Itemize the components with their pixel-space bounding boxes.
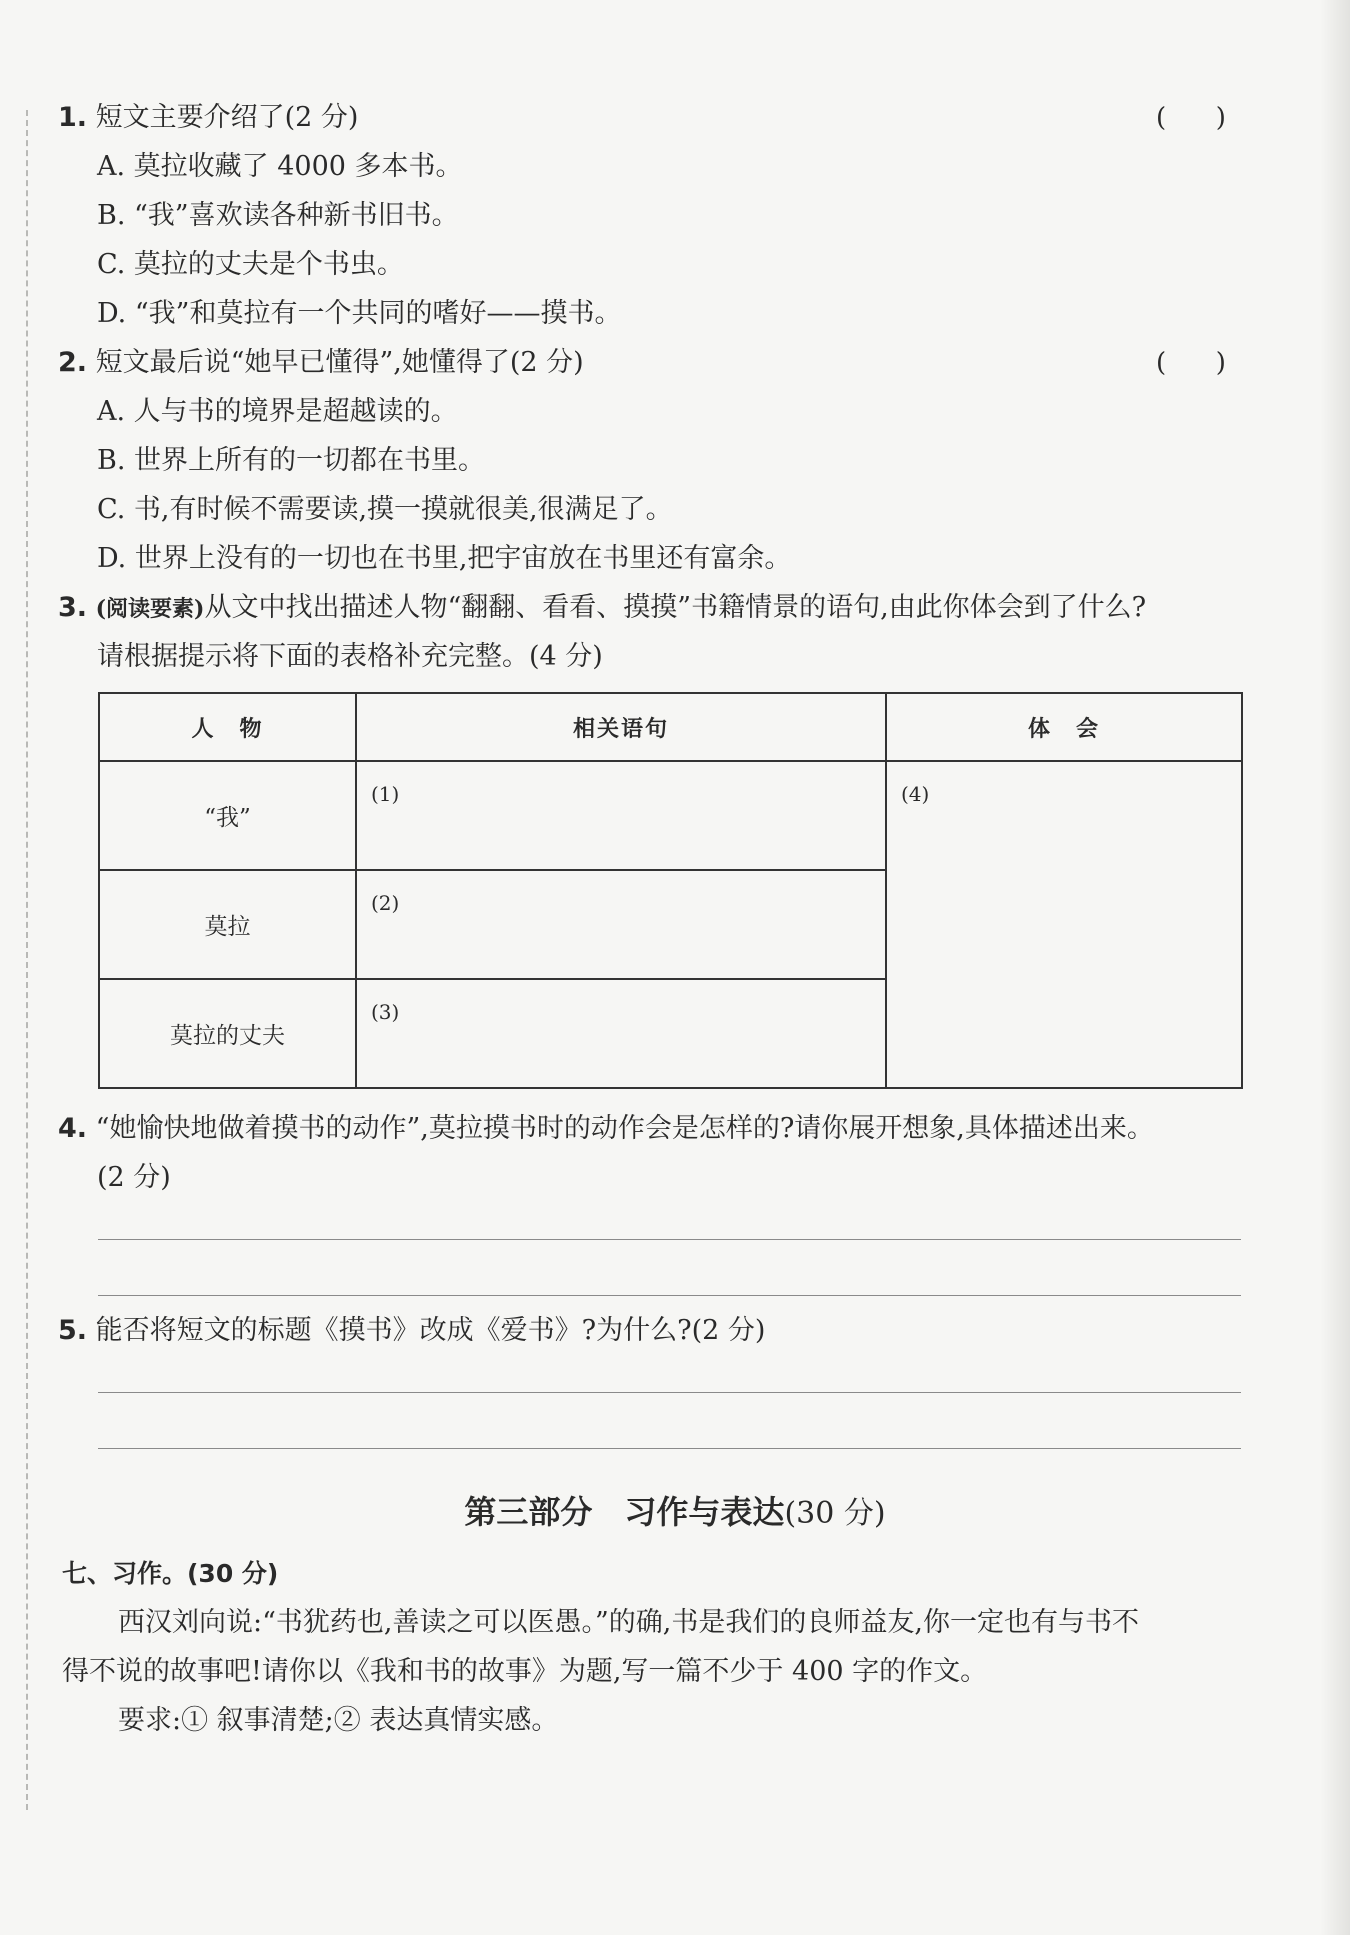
q1-stem — [58, 101, 358, 135]
q2-option-d: D. 世界上没有的一切也在书里,把宇宙放在书里还有富余。 — [97, 543, 792, 574]
section3-title — [0, 1492, 1350, 1534]
page-edge-shadow — [1320, 0, 1350, 1935]
person-cell-mola: 莫拉 — [99, 870, 356, 979]
q4-stem — [58, 1112, 1154, 1146]
q7-heading: 七、习作。(30 分) — [62, 1559, 279, 1588]
q5-answer-line-1[interactable] — [98, 1392, 1241, 1393]
binding-margin-rule — [26, 110, 28, 1810]
table-row — [99, 761, 1242, 870]
q2-option-c: C. 书,有时候不需要读,摸一摸就很美,很满足了。 — [97, 494, 673, 525]
person-cell-me: “我” — [99, 761, 356, 870]
q3-stem-line1: 从文中找出描述人物“翻翻、看看、摸摸”书籍情景的语句,由此你体会到了什么? — [204, 592, 1147, 623]
q2-stem-text: 短文最后说“她早已懂得”,她懂得了(2 分) — [95, 347, 584, 378]
q5-answer-line-2[interactable] — [98, 1448, 1241, 1449]
q5-number: 5. — [58, 1315, 88, 1346]
q7-body-line1: 西汉刘向说:“书犹药也,善读之可以医愚。”的确,书是我们的良师益友,你一定也有与书不 — [118, 1607, 1139, 1638]
q1-option-b: B. “我”喜欢读各种新书旧书。 — [97, 200, 459, 231]
q2-option-a: A. 人与书的境界是超越读的。 — [97, 396, 458, 427]
q4-answer-line-2[interactable] — [98, 1295, 1241, 1296]
person-cell-husband: 莫拉的丈夫 — [99, 979, 356, 1088]
sentence-number-2: (2) — [371, 891, 400, 915]
header-sentence: 相关语句 — [356, 693, 886, 761]
section3-title-text: 第三部分 习作与表达 — [464, 1493, 785, 1531]
sentence-cell-3[interactable] — [356, 979, 886, 1088]
q3-stem-line2: 请根据提示将下面的表格补充完整。(4 分) — [97, 641, 603, 672]
q2-stem — [58, 346, 584, 380]
q3-reading-tag: (阅读要素) — [95, 596, 205, 622]
feeling-cell[interactable] — [886, 761, 1242, 1088]
q4-number: 4. — [58, 1113, 88, 1144]
sentence-number-3: (3) — [371, 1000, 400, 1024]
sentence-cell-2[interactable] — [356, 870, 886, 979]
q2-option-b: B. 世界上所有的一切都在书里。 — [97, 445, 486, 476]
q1-number: 1. — [58, 102, 88, 133]
sentence-cell-1[interactable] — [356, 761, 886, 870]
section3-points: (30 分) — [784, 1496, 886, 1531]
q1-option-d: D. “我”和莫拉有一个共同的嗜好——摸书。 — [97, 298, 622, 329]
q4-stem-line2: (2 分) — [97, 1162, 171, 1193]
q5-stem — [58, 1314, 765, 1348]
q7-requirements: 要求:① 叙事清楚;② 表达真情实感。 — [118, 1705, 559, 1736]
q3-table — [98, 692, 1243, 1089]
sentence-number-1: (1) — [371, 782, 400, 806]
q1-option-a: A. 莫拉收藏了 4000 多本书。 — [97, 151, 463, 182]
table-header-row — [99, 693, 1242, 761]
q4-stem-line1: “她愉快地做着摸书的动作”,莫拉摸书时的动作会是怎样的?请你展开想象,具体描述出来。 — [95, 1113, 1154, 1144]
q5-stem-text: 能否将短文的标题《摸书》改成《爱书》?为什么?(2 分) — [95, 1315, 766, 1346]
q1-answer-paren[interactable]: ( ) — [1156, 103, 1226, 133]
header-feeling: 体 会 — [886, 693, 1242, 761]
q2-number: 2. — [58, 347, 88, 378]
feeling-number: (4) — [901, 782, 930, 806]
q7-body-line2: 得不说的故事吧!请你以《我和书的故事》为题,写一篇不少于 400 字的作文。 — [62, 1656, 988, 1687]
q1-stem-text: 短文主要介绍了(2 分) — [95, 102, 359, 133]
q4-answer-line-1[interactable] — [98, 1239, 1241, 1240]
q3-number: 3. — [58, 592, 88, 623]
q1-option-c: C. 莫拉的丈夫是个书虫。 — [97, 249, 404, 280]
header-person: 人 物 — [99, 693, 356, 761]
q2-answer-paren[interactable]: ( ) — [1156, 348, 1226, 378]
q3-stem — [58, 591, 1146, 626]
